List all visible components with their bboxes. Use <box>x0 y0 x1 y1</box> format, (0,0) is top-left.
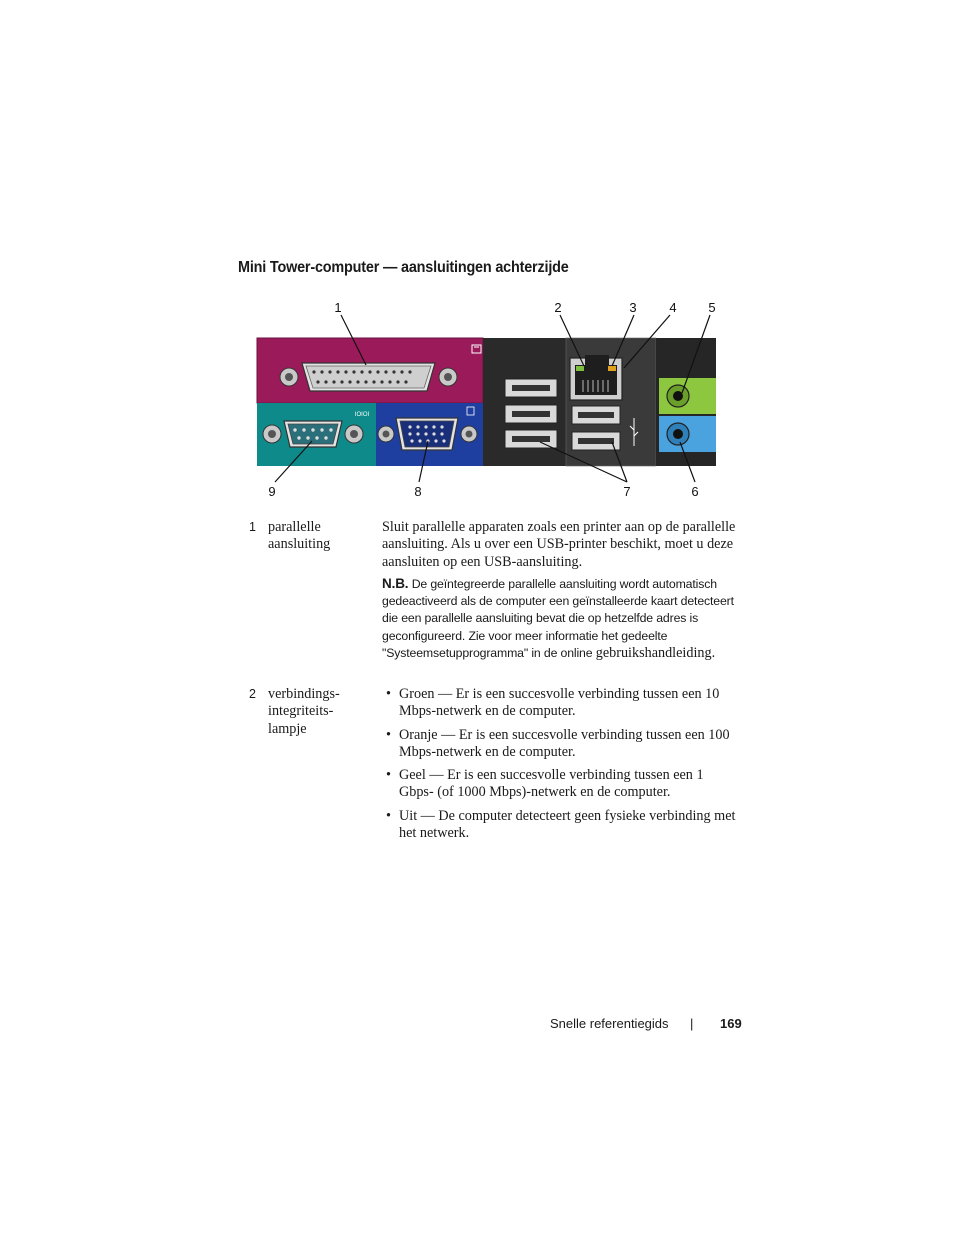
vga-connector-illustration <box>376 403 483 466</box>
footer-separator: | <box>690 1016 694 1031</box>
callout-6: 6 <box>691 484 699 499</box>
callout-1: 1 <box>334 300 342 315</box>
serial-connector-illustration <box>257 403 376 466</box>
callout-7: 7 <box>623 484 631 499</box>
item-2-name: verbindings-integriteits-lampje <box>268 686 340 737</box>
bullet-text: Geel — Er is een succesvolle verbinding tussen een 1 Gbps- (of 1000 Mbps)-netwerk en de computer. <box>399 767 704 801</box>
section-heading: Mini Tower-computer — aansluitingen achterzijde <box>238 259 569 276</box>
callout-3: 3 <box>629 300 637 315</box>
note-label: N.B. <box>382 576 409 591</box>
callout-9: 9 <box>268 484 276 499</box>
rear-panel-illustration <box>0 0 954 520</box>
footer-section-title: Snelle referentiegids <box>550 1016 669 1031</box>
parallel-connector-illustration <box>257 338 483 403</box>
item-1-name: parallelle aansluiting <box>268 519 331 553</box>
serial-icon-label: IOIOI <box>354 412 370 418</box>
bullet-text: Uit — De computer detecteert geen fysieke verbinding met het netwerk. <box>399 808 736 842</box>
rear-connectors-figure <box>0 0 954 520</box>
callout-5: 5 <box>708 300 716 315</box>
bullet-text: Groen — Er is een succesvolle verbinding tussen een 10 Mbps-netwerk en de computer. <box>399 686 720 720</box>
callout-2: 2 <box>554 300 562 315</box>
page-number: 169 <box>720 1016 742 1031</box>
callout-4: 4 <box>669 300 677 315</box>
note-text: De geïntegreerde parallelle aansluiting wordt automatisch gedeactiveerd als de computer een geïnstalleerde kaart detecteert die een parallelle aansluiting bevat die op hetzelfde adres is geconfigureerd. Zie voor meer informatie het gedeelte "Systeemsetupprogramma" in de online <box>382 577 734 660</box>
item-1-description: Sluit parallelle apparaten zoals een printer aan op de parallelle aansluiting. Als u over een USB-printer beschikt, moet u deze aansluiten op een USB-aansluiting. <box>382 519 736 570</box>
item-1-note <box>382 575 738 662</box>
item-2-number: 2 <box>249 687 256 701</box>
usb-network-audio-illustration <box>483 338 716 466</box>
callout-8: 8 <box>414 484 422 499</box>
item-1-number: 1 <box>249 520 256 534</box>
bullet-text: Oranje — Er is een succesvolle verbinding tussen een 100 Mbps-netwerk en de computer. <box>399 727 730 761</box>
note-tail: gebruikshandleiding. <box>595 644 716 661</box>
